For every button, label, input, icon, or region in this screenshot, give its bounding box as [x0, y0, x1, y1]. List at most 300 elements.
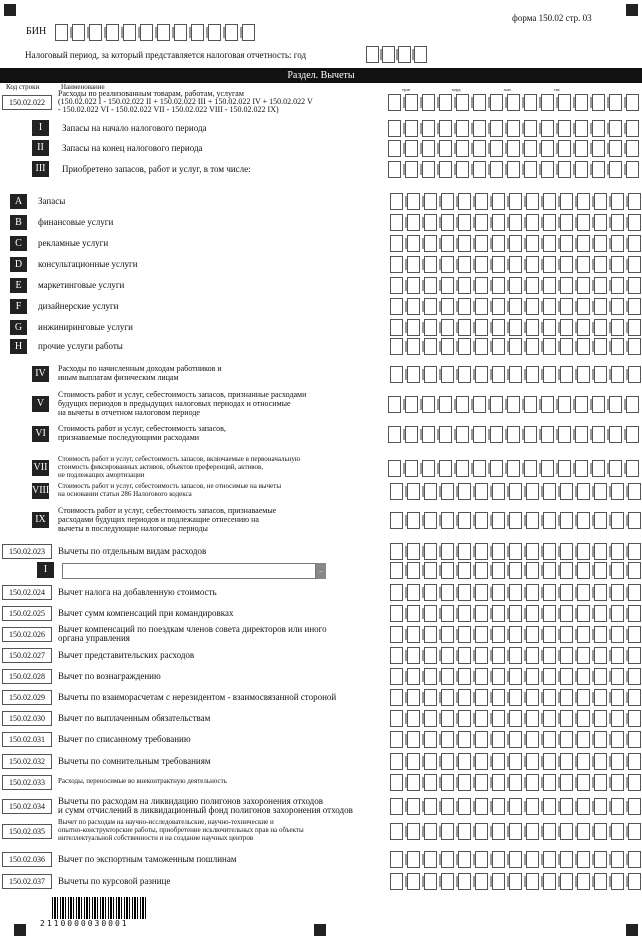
- value-digit-cell[interactable]: [560, 512, 573, 529]
- value-digit-cell[interactable]: [577, 298, 590, 315]
- value-digit-cell[interactable]: [509, 319, 522, 336]
- value-digit-cell[interactable]: [492, 298, 505, 315]
- bin-digit-cell[interactable]: [157, 24, 170, 41]
- value-digit-cell[interactable]: [594, 338, 607, 355]
- value-digit-cell[interactable]: [558, 140, 571, 157]
- value-digit-cell[interactable]: [407, 193, 420, 210]
- value-digit-cell[interactable]: [458, 774, 471, 791]
- value-digit-cell[interactable]: [611, 774, 624, 791]
- value-digit-cell[interactable]: [611, 277, 624, 294]
- value-digit-cell[interactable]: [592, 396, 605, 413]
- value-digit-cell[interactable]: [577, 731, 590, 748]
- value-digit-cell[interactable]: [475, 647, 488, 664]
- value-digit-cell[interactable]: [507, 94, 520, 111]
- value-digit-cell[interactable]: [509, 851, 522, 868]
- value-digit-cell[interactable]: [541, 396, 554, 413]
- value-digit-cell[interactable]: [628, 235, 641, 252]
- value-digit-cell[interactable]: [475, 753, 488, 770]
- value-digit-cell[interactable]: [388, 460, 401, 477]
- value-digit-cell[interactable]: [543, 214, 556, 231]
- value-digit-cell[interactable]: [507, 120, 520, 137]
- value-digit-cell[interactable]: [524, 140, 537, 157]
- value-digit-cell[interactable]: [526, 193, 539, 210]
- value-digit-cell[interactable]: [390, 851, 403, 868]
- value-digit-cell[interactable]: [492, 193, 505, 210]
- value-digit-cell[interactable]: [543, 193, 556, 210]
- value-digit-cell[interactable]: [407, 319, 420, 336]
- value-digit-cell[interactable]: [594, 584, 607, 601]
- value-digit-cell[interactable]: [492, 851, 505, 868]
- value-digit-cell[interactable]: [441, 298, 454, 315]
- value-digit-cell[interactable]: [424, 193, 437, 210]
- value-digit-cell[interactable]: [490, 426, 503, 443]
- value-digit-cell[interactable]: [441, 256, 454, 273]
- value-digit-cell[interactable]: [526, 851, 539, 868]
- value-digit-cell[interactable]: [388, 94, 401, 111]
- value-digit-cell[interactable]: [458, 235, 471, 252]
- value-digit-cell[interactable]: [558, 396, 571, 413]
- bin-digit-cell[interactable]: [225, 24, 238, 41]
- value-digit-cell[interactable]: [628, 798, 641, 815]
- value-digit-cell[interactable]: [475, 851, 488, 868]
- value-digit-cell[interactable]: [626, 460, 639, 477]
- value-digit-cell[interactable]: [473, 460, 486, 477]
- value-digit-cell[interactable]: [509, 277, 522, 294]
- value-digit-cell[interactable]: [458, 319, 471, 336]
- value-digit-cell[interactable]: [407, 731, 420, 748]
- value-digit-cell[interactable]: [541, 460, 554, 477]
- value-digit-cell[interactable]: [441, 605, 454, 622]
- value-digit-cell[interactable]: [594, 689, 607, 706]
- value-digit-cell[interactable]: [558, 120, 571, 137]
- value-digit-cell[interactable]: [456, 161, 469, 178]
- value-digit-cell[interactable]: [492, 319, 505, 336]
- value-digit-cell[interactable]: [577, 851, 590, 868]
- value-digit-cell[interactable]: [611, 543, 624, 560]
- value-digit-cell[interactable]: [628, 193, 641, 210]
- value-digit-cell[interactable]: [543, 873, 556, 890]
- value-digit-cell[interactable]: [526, 214, 539, 231]
- value-digit-cell[interactable]: [390, 605, 403, 622]
- bin-digit-cell[interactable]: [174, 24, 187, 41]
- value-digit-cell[interactable]: [475, 338, 488, 355]
- value-digit-cell[interactable]: [424, 731, 437, 748]
- value-digit-cell[interactable]: [560, 626, 573, 643]
- value-digit-cell[interactable]: [441, 277, 454, 294]
- value-digit-cell[interactable]: [407, 668, 420, 685]
- value-digit-cell[interactable]: [458, 647, 471, 664]
- value-digit-cell[interactable]: [424, 338, 437, 355]
- value-digit-cell[interactable]: [577, 647, 590, 664]
- value-digit-cell[interactable]: [611, 298, 624, 315]
- value-digit-cell[interactable]: [407, 214, 420, 231]
- value-digit-cell[interactable]: [424, 319, 437, 336]
- value-digit-cell[interactable]: [526, 731, 539, 748]
- bin-digit-cell[interactable]: [89, 24, 102, 41]
- value-digit-cell[interactable]: [560, 298, 573, 315]
- year-digit-cell[interactable]: [382, 46, 395, 63]
- value-digit-cell[interactable]: [577, 338, 590, 355]
- value-digit-cell[interactable]: [492, 668, 505, 685]
- value-digit-cell[interactable]: [424, 851, 437, 868]
- value-digit-cell[interactable]: [509, 873, 522, 890]
- dropdown-toggle-button[interactable]: –: [316, 563, 326, 579]
- value-digit-cell[interactable]: [390, 256, 403, 273]
- value-digit-cell[interactable]: [422, 140, 435, 157]
- value-digit-cell[interactable]: [390, 774, 403, 791]
- value-digit-cell[interactable]: [543, 235, 556, 252]
- value-digit-cell[interactable]: [390, 873, 403, 890]
- value-digit-cell[interactable]: [492, 823, 505, 840]
- value-digit-cell[interactable]: [509, 483, 522, 500]
- value-digit-cell[interactable]: [407, 774, 420, 791]
- value-digit-cell[interactable]: [560, 798, 573, 815]
- value-digit-cell[interactable]: [407, 753, 420, 770]
- value-digit-cell[interactable]: [524, 426, 537, 443]
- value-digit-cell[interactable]: [390, 710, 403, 727]
- value-digit-cell[interactable]: [609, 161, 622, 178]
- bin-digit-cell[interactable]: [123, 24, 136, 41]
- value-digit-cell[interactable]: [628, 256, 641, 273]
- value-digit-cell[interactable]: [628, 605, 641, 622]
- bin-digit-cell[interactable]: [72, 24, 85, 41]
- value-digit-cell[interactable]: [594, 605, 607, 622]
- value-digit-cell[interactable]: [524, 120, 537, 137]
- value-digit-cell[interactable]: [492, 543, 505, 560]
- value-digit-cell[interactable]: [594, 753, 607, 770]
- value-digit-cell[interactable]: [475, 319, 488, 336]
- value-digit-cell[interactable]: [611, 798, 624, 815]
- value-digit-cell[interactable]: [577, 543, 590, 560]
- value-digit-cell[interactable]: [594, 512, 607, 529]
- value-digit-cell[interactable]: [577, 366, 590, 383]
- value-digit-cell[interactable]: [407, 689, 420, 706]
- value-digit-cell[interactable]: [509, 584, 522, 601]
- value-digit-cell[interactable]: [611, 823, 624, 840]
- bin-digit-cell[interactable]: [140, 24, 153, 41]
- value-digit-cell[interactable]: [475, 710, 488, 727]
- value-digit-cell[interactable]: [424, 366, 437, 383]
- value-digit-cell[interactable]: [490, 94, 503, 111]
- value-digit-cell[interactable]: [458, 338, 471, 355]
- value-digit-cell[interactable]: [628, 689, 641, 706]
- value-digit-cell[interactable]: [526, 366, 539, 383]
- value-digit-cell[interactable]: [424, 277, 437, 294]
- value-digit-cell[interactable]: [575, 140, 588, 157]
- value-digit-cell[interactable]: [475, 543, 488, 560]
- value-digit-cell[interactable]: [509, 710, 522, 727]
- value-digit-cell[interactable]: [541, 426, 554, 443]
- value-digit-cell[interactable]: [424, 689, 437, 706]
- value-digit-cell[interactable]: [424, 584, 437, 601]
- value-digit-cell[interactable]: [575, 161, 588, 178]
- value-digit-cell[interactable]: [611, 753, 624, 770]
- value-digit-cell[interactable]: [458, 298, 471, 315]
- value-digit-cell[interactable]: [543, 774, 556, 791]
- value-digit-cell[interactable]: [509, 626, 522, 643]
- value-digit-cell[interactable]: [628, 483, 641, 500]
- value-digit-cell[interactable]: [592, 140, 605, 157]
- value-digit-cell[interactable]: [492, 798, 505, 815]
- value-digit-cell[interactable]: [407, 277, 420, 294]
- value-digit-cell[interactable]: [424, 256, 437, 273]
- value-digit-cell[interactable]: [609, 120, 622, 137]
- value-digit-cell[interactable]: [558, 460, 571, 477]
- value-digit-cell[interactable]: [407, 626, 420, 643]
- value-digit-cell[interactable]: [526, 584, 539, 601]
- value-digit-cell[interactable]: [492, 626, 505, 643]
- value-digit-cell[interactable]: [439, 426, 452, 443]
- value-digit-cell[interactable]: [526, 710, 539, 727]
- value-digit-cell[interactable]: [458, 668, 471, 685]
- value-digit-cell[interactable]: [543, 668, 556, 685]
- value-digit-cell[interactable]: [456, 140, 469, 157]
- value-digit-cell[interactable]: [475, 193, 488, 210]
- value-digit-cell[interactable]: [407, 562, 420, 579]
- value-digit-cell[interactable]: [492, 366, 505, 383]
- value-digit-cell[interactable]: [526, 605, 539, 622]
- value-digit-cell[interactable]: [628, 512, 641, 529]
- value-digit-cell[interactable]: [492, 483, 505, 500]
- value-digit-cell[interactable]: [475, 235, 488, 252]
- value-digit-cell[interactable]: [490, 161, 503, 178]
- value-digit-cell[interactable]: [424, 543, 437, 560]
- value-digit-cell[interactable]: [424, 512, 437, 529]
- value-digit-cell[interactable]: [390, 689, 403, 706]
- value-digit-cell[interactable]: [458, 214, 471, 231]
- value-digit-cell[interactable]: [407, 851, 420, 868]
- value-digit-cell[interactable]: [509, 689, 522, 706]
- value-digit-cell[interactable]: [577, 689, 590, 706]
- value-digit-cell[interactable]: [441, 851, 454, 868]
- value-digit-cell[interactable]: [458, 256, 471, 273]
- value-digit-cell[interactable]: [541, 120, 554, 137]
- value-digit-cell[interactable]: [594, 193, 607, 210]
- value-digit-cell[interactable]: [458, 823, 471, 840]
- value-digit-cell[interactable]: [439, 94, 452, 111]
- value-digit-cell[interactable]: [577, 605, 590, 622]
- value-digit-cell[interactable]: [526, 668, 539, 685]
- value-digit-cell[interactable]: [441, 647, 454, 664]
- value-digit-cell[interactable]: [390, 214, 403, 231]
- value-digit-cell[interactable]: [407, 710, 420, 727]
- value-digit-cell[interactable]: [526, 774, 539, 791]
- value-digit-cell[interactable]: [475, 731, 488, 748]
- value-digit-cell[interactable]: [509, 512, 522, 529]
- value-digit-cell[interactable]: [526, 562, 539, 579]
- value-digit-cell[interactable]: [577, 710, 590, 727]
- value-digit-cell[interactable]: [441, 483, 454, 500]
- value-digit-cell[interactable]: [611, 235, 624, 252]
- value-digit-cell[interactable]: [543, 851, 556, 868]
- value-digit-cell[interactable]: [558, 94, 571, 111]
- value-digit-cell[interactable]: [509, 562, 522, 579]
- value-digit-cell[interactable]: [609, 140, 622, 157]
- value-digit-cell[interactable]: [390, 753, 403, 770]
- value-digit-cell[interactable]: [490, 396, 503, 413]
- value-digit-cell[interactable]: [473, 120, 486, 137]
- value-digit-cell[interactable]: [439, 161, 452, 178]
- value-digit-cell[interactable]: [560, 366, 573, 383]
- value-digit-cell[interactable]: [560, 774, 573, 791]
- value-digit-cell[interactable]: [509, 774, 522, 791]
- value-digit-cell[interactable]: [424, 214, 437, 231]
- value-digit-cell[interactable]: [577, 774, 590, 791]
- value-digit-cell[interactable]: [594, 668, 607, 685]
- bin-digit-cell[interactable]: [242, 24, 255, 41]
- value-digit-cell[interactable]: [628, 647, 641, 664]
- value-digit-cell[interactable]: [543, 626, 556, 643]
- value-digit-cell[interactable]: [541, 161, 554, 178]
- year-digit-cell[interactable]: [398, 46, 411, 63]
- value-digit-cell[interactable]: [388, 426, 401, 443]
- value-digit-cell[interactable]: [509, 338, 522, 355]
- value-digit-cell[interactable]: [543, 277, 556, 294]
- value-digit-cell[interactable]: [594, 731, 607, 748]
- value-digit-cell[interactable]: [407, 483, 420, 500]
- value-digit-cell[interactable]: [626, 161, 639, 178]
- value-digit-cell[interactable]: [458, 753, 471, 770]
- value-digit-cell[interactable]: [492, 256, 505, 273]
- value-digit-cell[interactable]: [526, 338, 539, 355]
- value-digit-cell[interactable]: [424, 873, 437, 890]
- value-digit-cell[interactable]: [407, 338, 420, 355]
- value-digit-cell[interactable]: [441, 753, 454, 770]
- value-digit-cell[interactable]: [560, 584, 573, 601]
- value-digit-cell[interactable]: [575, 94, 588, 111]
- value-digit-cell[interactable]: [458, 689, 471, 706]
- value-digit-cell[interactable]: [560, 543, 573, 560]
- value-digit-cell[interactable]: [526, 235, 539, 252]
- value-digit-cell[interactable]: [390, 277, 403, 294]
- value-digit-cell[interactable]: [560, 605, 573, 622]
- value-digit-cell[interactable]: [390, 647, 403, 664]
- value-digit-cell[interactable]: [560, 277, 573, 294]
- value-digit-cell[interactable]: [592, 161, 605, 178]
- value-digit-cell[interactable]: [628, 731, 641, 748]
- value-digit-cell[interactable]: [475, 689, 488, 706]
- value-digit-cell[interactable]: [422, 426, 435, 443]
- value-digit-cell[interactable]: [543, 823, 556, 840]
- value-digit-cell[interactable]: [424, 798, 437, 815]
- value-digit-cell[interactable]: [492, 584, 505, 601]
- value-digit-cell[interactable]: [526, 256, 539, 273]
- value-digit-cell[interactable]: [524, 396, 537, 413]
- value-digit-cell[interactable]: [458, 512, 471, 529]
- value-digit-cell[interactable]: [475, 366, 488, 383]
- value-digit-cell[interactable]: [560, 689, 573, 706]
- value-digit-cell[interactable]: [592, 94, 605, 111]
- value-digit-cell[interactable]: [577, 584, 590, 601]
- value-digit-cell[interactable]: [458, 798, 471, 815]
- bin-digit-cell[interactable]: [55, 24, 68, 41]
- value-digit-cell[interactable]: [424, 235, 437, 252]
- value-digit-cell[interactable]: [594, 298, 607, 315]
- value-digit-cell[interactable]: [628, 562, 641, 579]
- value-digit-cell[interactable]: [509, 193, 522, 210]
- value-digit-cell[interactable]: [543, 483, 556, 500]
- value-digit-cell[interactable]: [422, 396, 435, 413]
- value-digit-cell[interactable]: [577, 823, 590, 840]
- value-digit-cell[interactable]: [592, 426, 605, 443]
- value-digit-cell[interactable]: [407, 256, 420, 273]
- value-digit-cell[interactable]: [390, 668, 403, 685]
- value-digit-cell[interactable]: [560, 823, 573, 840]
- value-digit-cell[interactable]: [577, 562, 590, 579]
- value-digit-cell[interactable]: [509, 605, 522, 622]
- value-digit-cell[interactable]: [390, 562, 403, 579]
- value-digit-cell[interactable]: [543, 338, 556, 355]
- value-digit-cell[interactable]: [543, 584, 556, 601]
- year-digit-cell[interactable]: [366, 46, 379, 63]
- value-digit-cell[interactable]: [611, 873, 624, 890]
- value-digit-cell[interactable]: [407, 298, 420, 315]
- value-digit-cell[interactable]: [594, 277, 607, 294]
- value-digit-cell[interactable]: [543, 753, 556, 770]
- value-digit-cell[interactable]: [390, 626, 403, 643]
- value-digit-cell[interactable]: [526, 483, 539, 500]
- value-digit-cell[interactable]: [560, 235, 573, 252]
- value-digit-cell[interactable]: [560, 562, 573, 579]
- value-digit-cell[interactable]: [441, 710, 454, 727]
- value-digit-cell[interactable]: [407, 605, 420, 622]
- value-digit-cell[interactable]: [475, 562, 488, 579]
- value-digit-cell[interactable]: [594, 543, 607, 560]
- value-digit-cell[interactable]: [441, 689, 454, 706]
- value-digit-cell[interactable]: [509, 298, 522, 315]
- value-digit-cell[interactable]: [458, 605, 471, 622]
- value-digit-cell[interactable]: [458, 483, 471, 500]
- value-digit-cell[interactable]: [492, 235, 505, 252]
- value-digit-cell[interactable]: [441, 214, 454, 231]
- value-digit-cell[interactable]: [611, 483, 624, 500]
- value-digit-cell[interactable]: [628, 851, 641, 868]
- value-digit-cell[interactable]: [441, 512, 454, 529]
- value-digit-cell[interactable]: [405, 396, 418, 413]
- value-digit-cell[interactable]: [390, 193, 403, 210]
- bin-digit-cell[interactable]: [191, 24, 204, 41]
- value-digit-cell[interactable]: [577, 277, 590, 294]
- value-digit-cell[interactable]: [526, 823, 539, 840]
- value-digit-cell[interactable]: [594, 562, 607, 579]
- value-digit-cell[interactable]: [558, 426, 571, 443]
- value-digit-cell[interactable]: [611, 584, 624, 601]
- value-digit-cell[interactable]: [509, 647, 522, 664]
- value-digit-cell[interactable]: [594, 626, 607, 643]
- value-digit-cell[interactable]: [611, 562, 624, 579]
- value-digit-cell[interactable]: [388, 140, 401, 157]
- value-digit-cell[interactable]: [611, 256, 624, 273]
- value-digit-cell[interactable]: [390, 483, 403, 500]
- value-digit-cell[interactable]: [458, 562, 471, 579]
- value-digit-cell[interactable]: [560, 710, 573, 727]
- value-digit-cell[interactable]: [526, 543, 539, 560]
- value-digit-cell[interactable]: [626, 426, 639, 443]
- value-digit-cell[interactable]: [405, 140, 418, 157]
- value-digit-cell[interactable]: [526, 298, 539, 315]
- value-digit-cell[interactable]: [526, 277, 539, 294]
- value-digit-cell[interactable]: [475, 512, 488, 529]
- value-digit-cell[interactable]: [390, 319, 403, 336]
- value-digit-cell[interactable]: [560, 851, 573, 868]
- value-digit-cell[interactable]: [611, 605, 624, 622]
- value-digit-cell[interactable]: [424, 774, 437, 791]
- value-digit-cell[interactable]: [405, 460, 418, 477]
- value-digit-cell[interactable]: [509, 214, 522, 231]
- value-digit-cell[interactable]: [594, 851, 607, 868]
- value-digit-cell[interactable]: [560, 256, 573, 273]
- value-digit-cell[interactable]: [390, 366, 403, 383]
